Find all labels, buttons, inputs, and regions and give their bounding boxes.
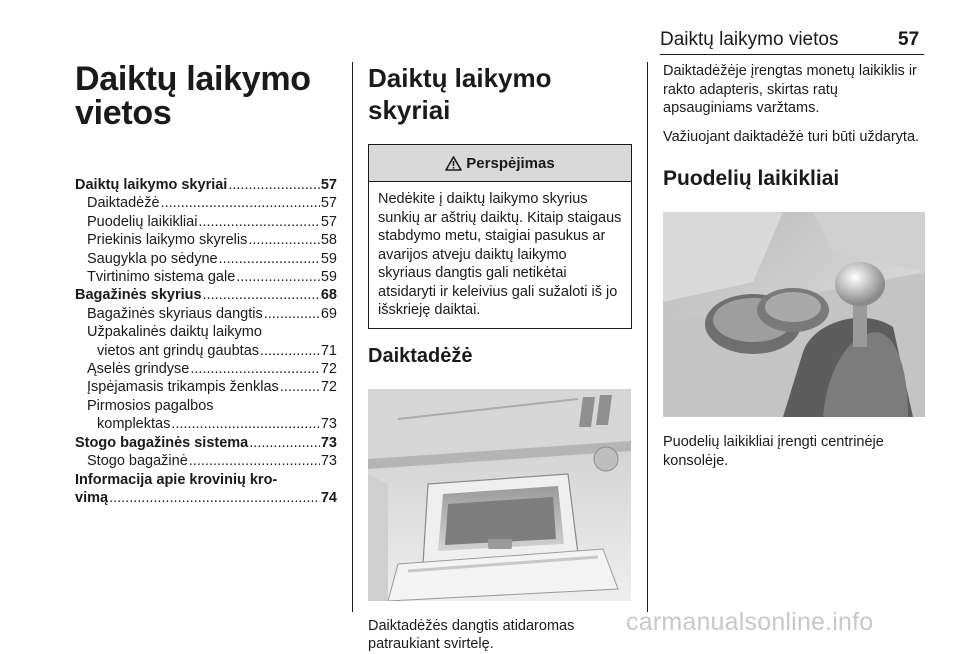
toc-label: Tvirtinimo sistema gale — [87, 269, 236, 286]
toc-label: Stogo bagažinės sistema — [75, 434, 249, 451]
toc-leader — [203, 286, 320, 304]
toc-column — [75, 62, 337, 507]
cupholders-photo — [663, 212, 925, 417]
toc-entry[interactable] — [75, 305, 337, 323]
toc-entry[interactable] — [75, 378, 337, 396]
toc-label: Priekinis laikymo skyrelis — [87, 232, 248, 249]
toc-leader — [236, 268, 320, 286]
column-divider — [647, 62, 648, 612]
toc-entry[interactable] — [75, 194, 337, 212]
subsection-title-glovebox: Daiktadėžė — [368, 344, 473, 367]
warning-box — [368, 144, 632, 329]
warning-triangle-icon — [445, 156, 462, 171]
toc-label: Ąselės grindyse — [87, 361, 190, 378]
column-divider — [352, 62, 353, 612]
toc-page: 72 — [320, 379, 337, 396]
cupholders-column — [663, 62, 925, 470]
toc-label: vimą — [75, 489, 109, 506]
toc-leader — [190, 360, 320, 378]
storage-compartments-column — [368, 62, 633, 654]
toc-page: 59 — [320, 269, 337, 286]
toc-page: 71 — [320, 342, 337, 359]
table-of-contents — [75, 176, 337, 507]
toc-label: Puodelių laikikliai — [87, 213, 198, 230]
toc-entry[interactable] — [75, 250, 337, 268]
warning-heading: Perspėjimas — [466, 154, 555, 172]
cupholders-caption: Puodelių laikikliai įrengti centrinėje konsolėje. — [663, 434, 884, 469]
toc-label-continued: Informacija apie krovinių kro- — [75, 471, 278, 488]
toc-leader — [171, 415, 320, 433]
toc-page: 59 — [320, 250, 337, 267]
toc-page: 73 — [320, 434, 337, 451]
toc-entry[interactable] — [75, 342, 337, 360]
toc-leader — [264, 305, 320, 323]
toc-page: 72 — [320, 361, 337, 378]
toc-label: Įspėjamasis trikampis ženklas — [87, 379, 279, 396]
toc-entry[interactable] — [75, 434, 337, 452]
glovebox-paragraph: Daiktadėžėje įrengtas monetų laikiklis ir rakto adapteris, skirtas ratų apsauginiams varžtams. — [663, 63, 917, 116]
toc-page: 68 — [320, 287, 337, 304]
toc-label: Stogo bagažinė — [87, 453, 188, 470]
toc-leader — [280, 378, 320, 396]
toc-leader — [219, 250, 320, 268]
toc-page: 73 — [320, 453, 337, 470]
toc-label: vietos ant grindų gaubtas — [97, 342, 260, 359]
toc-leader — [109, 489, 320, 507]
toc-label: Bagažinės skyriaus dangtis — [87, 305, 263, 322]
toc-label: Saugykla po sėdyne — [87, 250, 218, 267]
toc-leader — [228, 176, 320, 194]
toc-entry[interactable] — [75, 176, 337, 194]
watermark: carmanualsonline.info — [626, 608, 874, 636]
toc-page: 57 — [320, 195, 337, 212]
glovebox-caption: Daiktadėžės dangtis atidaromas patraukiant svirtelę. — [368, 617, 575, 652]
toc-label-continued: Užpakalinės daiktų laikymo — [87, 324, 262, 341]
toc-page: 74 — [320, 489, 337, 506]
toc-entry[interactable] — [75, 268, 337, 286]
toc-leader — [249, 434, 320, 452]
warning-header — [369, 145, 631, 182]
toc-entry[interactable] — [75, 231, 337, 249]
toc-page: 57 — [320, 177, 337, 193]
toc-leader — [260, 342, 320, 360]
chapter-title — [75, 62, 337, 130]
toc-entry[interactable] — [75, 452, 337, 470]
chapter-title-line2: vietos — [75, 94, 172, 132]
toc-entry[interactable] — [75, 360, 337, 378]
warning-text: Nedėkite į daiktų laikymo skyrius sunkių ar aštrių daiktų. Kitaip staigaus stabdymo metu, staigiai pasukus ar avarijos atveju daiktų laikymo skyriaus dangtis gali netikėtai atsidaryti ir keleivius gali sužaloti iš jo išskrieję daiktai. — [378, 191, 622, 318]
toc-leader — [161, 194, 320, 212]
page-header — [0, 0, 960, 60]
toc-leader — [248, 231, 320, 249]
glovebox-closed-paragraph: Važiuojant daiktadėžė turi būti uždaryta. — [663, 128, 920, 145]
toc-page: 73 — [320, 416, 337, 433]
toc-entry[interactable] — [75, 489, 337, 507]
toc-page: 57 — [320, 213, 337, 230]
subsection-title-cupholders: Puodelių laikikliai — [663, 167, 840, 190]
toc-leader — [189, 452, 320, 470]
toc-entry[interactable] — [75, 213, 337, 231]
toc-leader — [198, 213, 319, 231]
toc-entry[interactable] — [75, 286, 337, 304]
toc-label: Bagažinės skyrius — [75, 287, 202, 304]
toc-label: komplektas — [97, 416, 171, 433]
toc-label: Daiktadėžė — [87, 195, 160, 212]
header-rule — [660, 54, 924, 55]
toc-entry[interactable] — [75, 415, 337, 433]
toc-page: 58 — [320, 232, 337, 249]
toc-label: Daiktų laikymo skyriai — [75, 177, 228, 193]
page-number: 57 — [898, 29, 920, 50]
chapter-title-line1: Daiktų laikymo — [75, 60, 311, 98]
toc-page: 69 — [320, 305, 337, 322]
glovebox-photo — [368, 389, 631, 601]
running-header-title: Daiktų laikymo vietos — [660, 29, 839, 50]
toc-label-continued: Pirmosios pagalbos — [87, 397, 214, 414]
section-title: Daiktų laikymo skyriai — [368, 63, 552, 125]
